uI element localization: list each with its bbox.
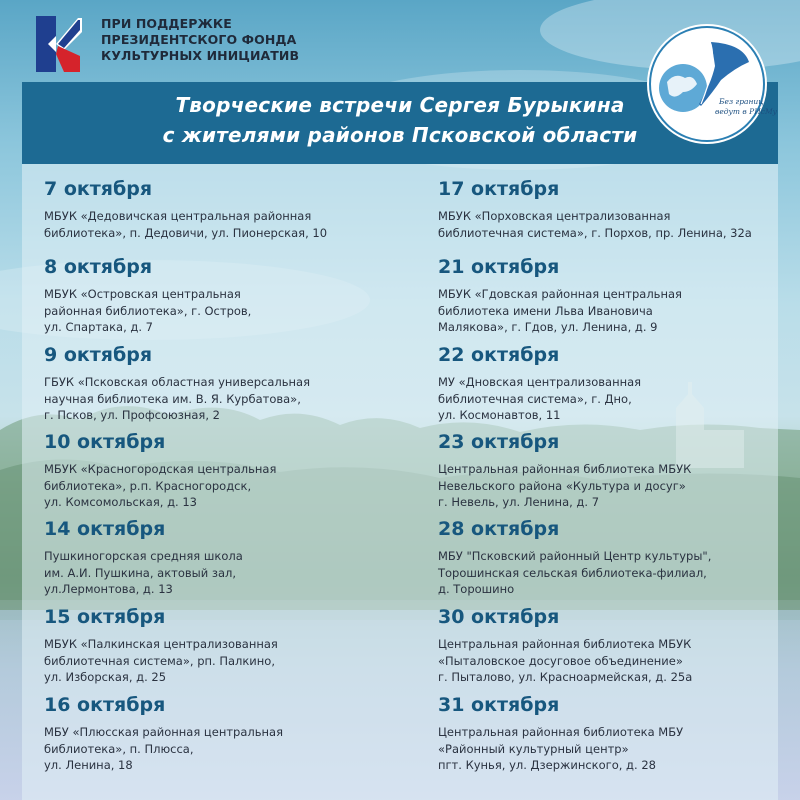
event-venue-line: МБУК «Островская центральная (44, 287, 241, 301)
emblem-caption-1: Без границ (719, 97, 764, 106)
event-venue-line: г. Невель, ул. Ленина, д. 7 (438, 495, 600, 509)
event-item (438, 342, 798, 424)
event-venue-line: МБУК «Красногородская центральная (44, 462, 277, 476)
event-venue-line: Пушкиногорская средняя школа (44, 549, 243, 563)
event-date: 28 октября (438, 518, 560, 540)
emblem-caption-2: ведут в РИсМу (715, 107, 777, 116)
event-venue-line: ул. Изборская, д. 25 (44, 670, 167, 684)
event-venue-line: МБУ «Плюсская районная центральная (44, 725, 283, 739)
event-venue-line: г. Псков, ул. Профсоюзная, 2 (44, 408, 220, 422)
event-item (44, 342, 404, 424)
event-venue-line: МБУК «Гдовская районная центральная (438, 287, 682, 301)
event-item (44, 516, 404, 598)
event-date: 10 октября (44, 431, 166, 453)
event-venue-line: Центральная районная библиотека МБУК (438, 462, 692, 476)
event-venue-line: МБУК «Порховская централизованная (438, 209, 671, 223)
event-item (44, 604, 404, 686)
event-item (438, 604, 798, 686)
event-date: 14 октября (44, 518, 166, 540)
event-venue-line: д. Торошино (438, 582, 515, 596)
event-item (438, 176, 798, 241)
event-item (438, 692, 798, 774)
event-venue-line: ул. Спартака, д. 7 (44, 320, 153, 334)
event-venue-line: библиотека», п. Плюсса, (44, 741, 194, 756)
page-title-line-1: Творческие встречи Сергея Бурыкина (175, 93, 625, 117)
event-venue-line: ул. Комсомольская, д. 13 (44, 495, 197, 509)
event-date: 31 октября (438, 694, 560, 716)
event-venue-line: МБУК «Палкинская централизованная (44, 637, 278, 651)
project-emblem-icon (645, 22, 777, 146)
event-venue-line: Центральная районная библиотека МБУК (438, 637, 692, 651)
event-venue-line: ул.Лермонтова, д. 13 (44, 582, 173, 596)
event-item (438, 254, 798, 336)
event-venue-line: им. А.И. Пушкина, актовый зал, (44, 565, 237, 580)
presidential-fund-logo-icon (34, 14, 82, 74)
event-item (44, 429, 404, 511)
event-date: 17 октября (438, 178, 560, 200)
fund-caption-line: КУЛЬТУРНЫХ ИНИЦИАТИВ (101, 48, 300, 63)
event-item (44, 692, 404, 774)
event-venue-line: «Пыталовское досуговое объединение» (438, 653, 683, 668)
event-venue-line: Центральная районная библиотека МБУ (438, 725, 684, 739)
event-item (44, 254, 404, 336)
event-venue-line: «Районный культурный центр» (438, 741, 629, 756)
event-venue-line: МБУК «Дедовичская центральная районная (44, 209, 312, 223)
fund-caption-line: ПРЕЗИДЕНТСКОГО ФОНДА (101, 32, 297, 47)
event-venue-line: Торошинская сельская библиотека-филиал, (438, 565, 707, 580)
event-venue-line: пгт. Кунья, ул. Дзержинского, д. 28 (438, 758, 656, 772)
event-item (438, 516, 798, 598)
event-venue-line: Невельского района «Культура и досуг» (438, 478, 686, 493)
fund-caption-line: ПРИ ПОДДЕРЖКЕ (101, 16, 232, 31)
event-venue-line: ГБУК «Псковская областная универсальная (44, 375, 311, 389)
fund-caption (101, 16, 299, 64)
event-venue-line: районная библиотека», г. Остров, (44, 303, 252, 318)
page-title-line-2: с жителями районов Псковской области (162, 123, 638, 147)
event-date: 7 октября (44, 178, 153, 200)
event-date: 9 октября (44, 344, 153, 366)
event-venue-line: Малякова», г. Гдов, ул. Ленина, д. 9 (438, 320, 658, 334)
event-date: 8 октября (44, 256, 153, 278)
event-venue-line: библиотека», п. Дедовичи, ул. Пионерская, 10 (44, 225, 328, 240)
event-venue-line: МБУ "Псковский районный Центр культуры", (438, 549, 712, 563)
event-venue-line: г. Пыталово, ул. Красноармейская, д. 25а (438, 670, 693, 684)
event-date: 30 октября (438, 606, 560, 628)
event-venue-line: ул. Ленина, 18 (44, 758, 133, 772)
event-venue-line: библиотечная система», г. Дно, (438, 391, 632, 406)
event-item (44, 176, 404, 241)
event-date: 22 октября (438, 344, 560, 366)
event-venue-line: библиотечная система», г. Порхов, пр. Ленина, 32а (438, 225, 752, 240)
event-venue-line: библиотека», р.п. Красногородск, (44, 478, 252, 493)
event-venue-line: библиотека имени Льва Ивановича (438, 303, 653, 318)
event-date: 16 октября (44, 694, 166, 716)
event-venue-line: МУ «Дновская централизованная (438, 375, 642, 389)
event-venue-line: библиотечная система», рп. Палкино, (44, 653, 275, 668)
event-venue-line: научная библиотека им. В. Я. Курбатова», (44, 391, 301, 406)
event-venue-line: ул. Космонавтов, 11 (438, 408, 561, 422)
event-date: 15 октября (44, 606, 166, 628)
event-date: 23 октября (438, 431, 560, 453)
event-item (438, 429, 798, 511)
event-date: 21 октября (438, 256, 560, 278)
